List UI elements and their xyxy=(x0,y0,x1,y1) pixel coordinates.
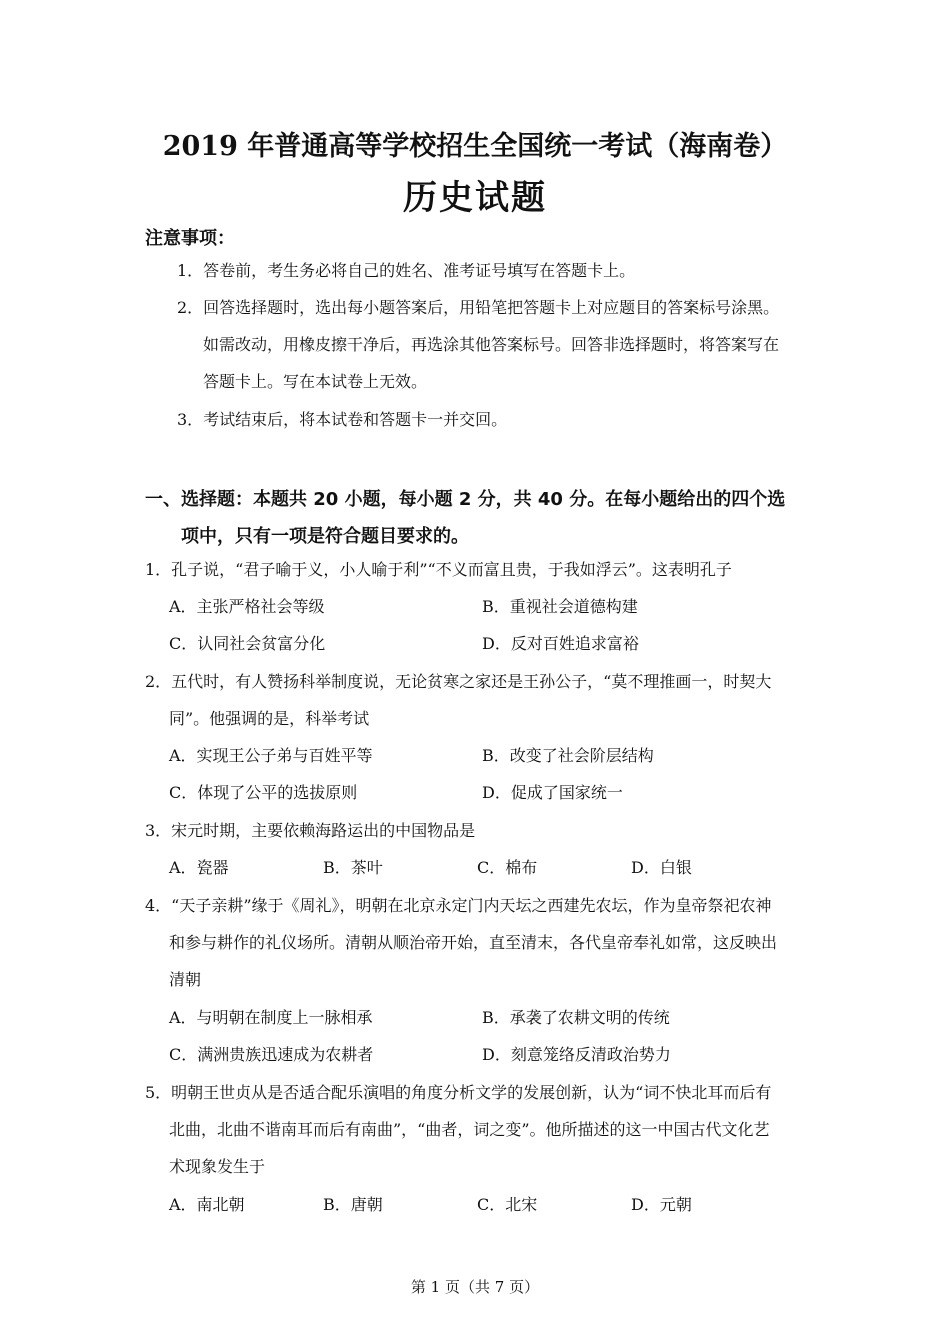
question-3-option-d: D．白银 xyxy=(631,858,692,877)
notice-line-5: 3．考试结束后，将本试卷和答题卡一并交回。 xyxy=(177,410,508,429)
question-1-option-d: D．反对百姓追求富裕 xyxy=(482,634,639,653)
question-5-option-c: C．北宋 xyxy=(477,1195,538,1214)
notice-line-1: 1．答卷前，考生务必将自己的姓名、准考证号填写在答题卡上。 xyxy=(177,261,636,280)
question-3-option-a: A．瓷器 xyxy=(169,858,229,877)
question-5-stem-3: 术现象发生于 xyxy=(169,1157,266,1176)
exam-title: 2019 年普通高等学校招生全国统一考试（海南卷） xyxy=(162,131,788,162)
question-4-stem-3: 清朝 xyxy=(169,970,202,989)
question-4-option-a: A．与明朝在制度上一脉相承 xyxy=(169,1008,373,1027)
notice-line-4: 答题卡上。写在本试卷上无效。 xyxy=(203,372,428,391)
question-1-stem-1: 1．孔子说，“君子喻于义，小人喻于利”“不义而富且贵，于我如浮云”。这表明孔子 xyxy=(145,560,732,579)
question-2-option-d: D．促成了国家统一 xyxy=(482,783,623,802)
question-4-stem-2: 和参与耕作的礼仪场所。清朝从顺治帝开始，直至清末，各代皇帝奉礼如常，这反映出 xyxy=(169,933,778,952)
question-5-stem-2: 北曲，北曲不谐南耳而后有南曲”，“曲者，词之变”。他所描述的这一中国古代文化艺 xyxy=(169,1120,770,1139)
question-4-option-d: D．刻意笼络反清政治势力 xyxy=(482,1045,671,1064)
question-1-option-b: B．重视社会道德构建 xyxy=(482,597,638,616)
question-1-option-a: A．主张严格社会等级 xyxy=(169,597,325,616)
question-2-option-a: A．实现王公子弟与百姓平等 xyxy=(169,746,373,765)
notice-line-2: 2．回答选择题时，选出每小题答案后，用铅笔把答题卡上对应题目的答案标号涂黑。 xyxy=(177,298,780,317)
question-3-option-b: B．茶叶 xyxy=(323,858,383,877)
question-3-stem-1: 3．宋元时期，主要依赖海路运出的中国物品是 xyxy=(145,821,476,840)
question-3-option-c: C．棉布 xyxy=(477,858,538,877)
notice-line-3: 如需改动，用橡皮擦干净后，再选涂其他答案标号。回答非选择题时，将答案写在 xyxy=(203,335,780,354)
question-4-option-b: B．承袭了农耕文明的传统 xyxy=(482,1008,670,1027)
notice-heading: 注意事项： xyxy=(145,228,235,249)
question-4-stem-1: 4．“天子亲耕”缘于《周礼》，明朝在北京永定门内天坛之西建先农坛，作为皇帝祭祀农神 xyxy=(145,896,772,915)
question-5-option-b: B．唐朝 xyxy=(323,1195,383,1214)
question-2-stem-2: 同”。他强调的是，科举考试 xyxy=(169,709,370,728)
question-5-option-a: A．南北朝 xyxy=(169,1195,245,1214)
question-1-option-c: C．认同社会贫富分化 xyxy=(169,634,326,653)
question-2-option-c: C．体现了公平的选拔原则 xyxy=(169,783,358,802)
exam-subtitle: 历史试题 xyxy=(403,178,547,218)
question-5-option-d: D．元朝 xyxy=(631,1195,692,1214)
section-heading-line-1: 一、选择题：本题共 20 小题，每小题 2 分，共 40 分。在每小题给出的四个选 xyxy=(145,489,786,510)
section-heading-line-2: 项中，只有一项是符合题目要求的。 xyxy=(181,526,469,547)
page-number: 第 1 页（共 7 页） xyxy=(410,1278,540,1296)
question-4-option-c: C．满洲贵族迅速成为农耕者 xyxy=(169,1045,374,1064)
question-5-stem-1: 5．明朝王世贞从是否适合配乐演唱的角度分析文学的发展创新，认为“词不快北耳而后有 xyxy=(145,1083,772,1102)
question-2-option-b: B．改变了社会阶层结构 xyxy=(482,746,654,765)
question-2-stem-1: 2．五代时，有人赞扬科举制度说，无论贫寒之家还是王孙公子，“莫不理推画一，时契大 xyxy=(145,672,772,691)
